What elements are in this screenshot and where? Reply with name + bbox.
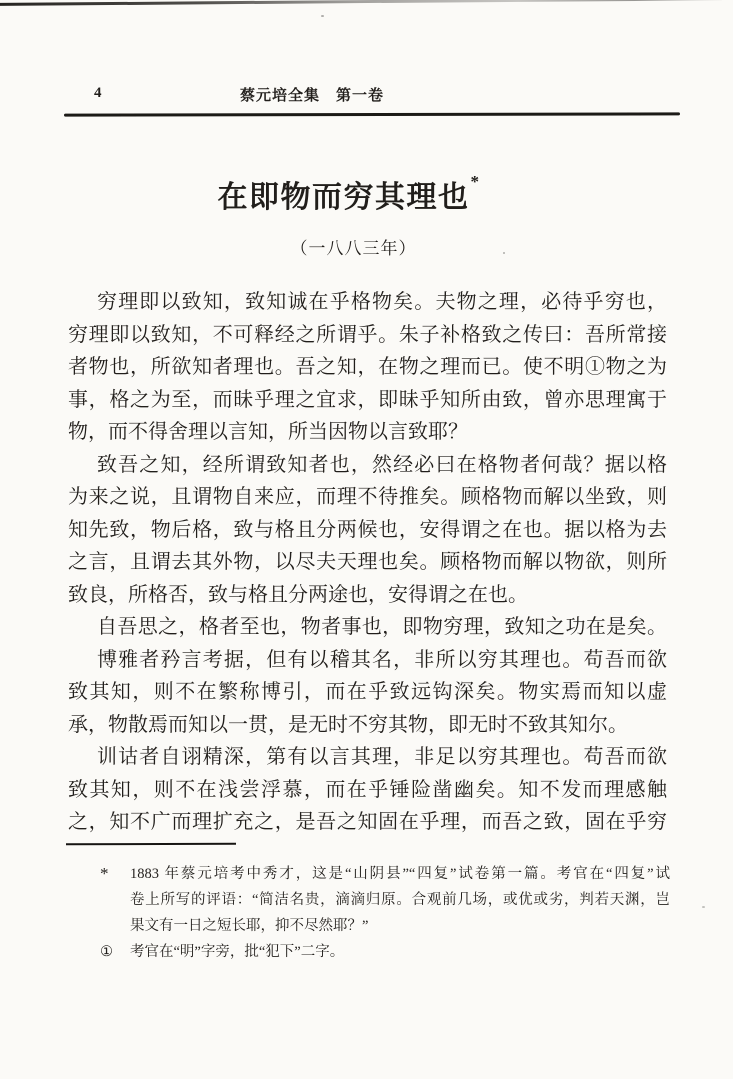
running-header-title: 蔡元培全集 第一卷 <box>240 88 385 104</box>
article-title <box>49 172 648 216</box>
scan-speck <box>702 906 705 908</box>
article-date: （一八八三年） <box>290 239 417 258</box>
footnote-text <box>130 861 670 939</box>
body-line: 事，格之为至，而昧乎理之宜求，即昧乎知所由致，曾亦思理寓于 <box>68 388 667 411</box>
body-line: 训诂者自诩精深，第有以言其理，非足以穷其理也。苟吾而欲 <box>97 746 667 768</box>
article-title-text: 在即物而穷其理也 <box>217 181 470 214</box>
body-line: 者物也，所欲知者理也。吾之知，在物之理而已。使不明①物之为 <box>68 356 667 378</box>
body-line: 致吾之知，经所谓致知者也，然经必曰在格物者何哉？据以格 <box>97 453 667 476</box>
footnote-text <box>130 939 670 965</box>
scan-edge-artifact <box>0 0 722 6</box>
body-line: 穷理即以致知，不可释经之所谓乎。朱子补格致之传曰：吾所常接 <box>68 323 667 346</box>
footnote-line: 1883 年蔡元培考中秀才，这是“山阴县”“四复”试卷第一篇。考官在“四复”试 <box>130 866 670 882</box>
scan-speck <box>321 15 324 17</box>
body-line: 自吾思之，格者至也，物者事也，即物穷理，致知之功在是矣。 <box>97 616 667 638</box>
body-line: 致其知，则不在浅尝浮慕，而在乎锤险凿幽矣。知不发而理感触 <box>68 778 667 801</box>
footnote-line: 卷上所写的评语：“简洁名贵，滴滴归原。合观前几场，或优或劣，判若天渊，岂 <box>130 892 670 908</box>
footnote-line: 考官在“明”字旁，批“犯下”二字。 <box>130 944 345 960</box>
body-line: 之，知不广而理扩充之，是吾之知固在乎理，而吾之致，固在乎穷 <box>68 811 667 833</box>
body-line: 博雅者矜言考据，但有以稽其名，非所以穷其理也。苟吾而欲 <box>97 648 667 671</box>
header-rule <box>64 112 680 116</box>
body-line: 穷理即以致知，致知诚在乎格物矣。夫物之理，必待乎穷也， <box>97 291 667 313</box>
body-line: 之言，且谓去其外物，以尽夫天理也矣。顾格物而解以物欲，则所 <box>68 551 667 573</box>
body-line: 物，而不得舍理以言知，所当因物以言致耶？ <box>68 421 468 443</box>
footnote-marker: ① <box>100 944 113 960</box>
body-line: 为来之说，且谓物自来应，而理不待推矣。顾格物而解以坐致，则 <box>68 486 667 508</box>
body-line: 承，物散焉而知以一贯，是无时不穷其物，即无时不致其知尔。 <box>68 713 628 736</box>
footnotes <box>68 861 674 965</box>
body-line: 知先致，物后格，致与格且分两候也，安得谓之在也。据以格为去 <box>68 518 667 541</box>
body-line: 致良，所格否，致与格且分两途也，安得谓之在也。 <box>68 583 528 606</box>
footnote-marker: * <box>100 864 109 883</box>
footnote <box>68 861 674 939</box>
title-footnote-marker: * <box>470 172 481 191</box>
footnote <box>68 939 674 965</box>
article-body <box>68 286 667 839</box>
body-line: 致其知，则不在繁称博引，而在乎致远钩深矣。物实焉而知以虚 <box>68 681 667 703</box>
footnote-rule <box>66 843 236 846</box>
page-number: 4 <box>94 85 102 101</box>
footnote-line: 果文有一日之短长耶，抑不尽然耶？” <box>130 918 369 934</box>
